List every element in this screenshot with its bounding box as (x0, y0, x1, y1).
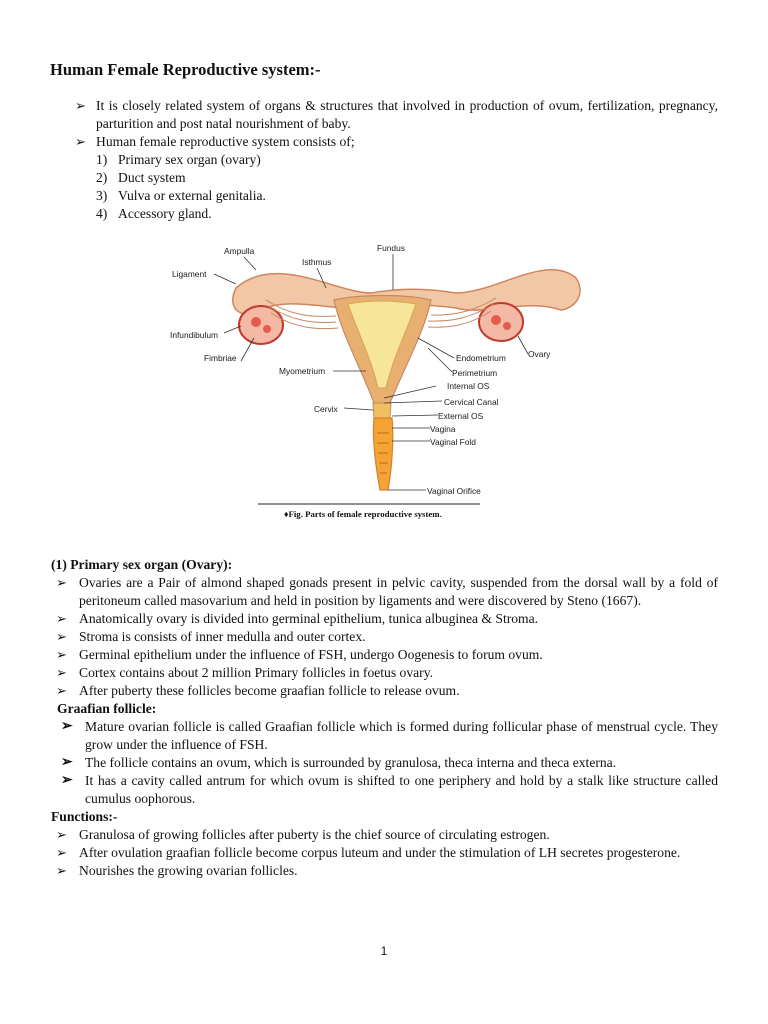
bullet-text: Granulosa of growing follicles after puberty is the chief source of circulating estrogen. (79, 827, 550, 842)
label-isthmus: Isthmus (302, 257, 332, 267)
label-myometrium: Myometrium (279, 366, 326, 376)
label-vagina: Vagina (430, 424, 456, 434)
bullet-text: After puberty these follicles become graafian follicle to release ovum. (79, 683, 460, 698)
intro-bullet (73, 133, 718, 151)
cervix-shape (373, 403, 391, 418)
bullet-text: Ovaries are a Pair of almond shaped gonads present in pelvic cavity, suspended from the dorsal wall by a fold of peritoneum called masovarium and held in position by ligaments and were discovered by Steno (1667). (79, 575, 718, 608)
label-fimbriae: Fimbriae (204, 353, 237, 363)
bullet-text: It has a cavity called antrum for which ovum is shifted to one periphery and hold by a stalk like structure called cumulus oophorous. (85, 773, 718, 806)
arrow-bullet-icon: ➢ (61, 773, 73, 788)
item-text: Vulva or external genitalia. (118, 188, 266, 203)
arrow-bullet-icon: ➢ (56, 665, 67, 680)
section-heading: (1) Primary sex organ (Ovary): (51, 557, 233, 572)
arrow-bullet-icon: ➢ (56, 827, 67, 842)
arrow-bullet-icon: ➢ (61, 719, 73, 734)
arrow-bullet-icon: ➢ (75, 134, 86, 149)
bullet-text: After ovulation graafian follicle become corpus luteum and under the stimulation of LH secretes progesterone. (79, 845, 681, 860)
graafian-bullet (51, 718, 718, 754)
reproductive-system-diagram (166, 238, 602, 522)
ovary-bullet (51, 682, 718, 700)
ovary-bullet (51, 664, 718, 682)
intro-section (73, 97, 718, 223)
label-vaginal-orifice: Vaginal Orifice (427, 486, 481, 496)
label-cervical-canal: Cervical Canal (444, 397, 499, 407)
graafian-bullet (51, 754, 718, 772)
numbered-item (73, 169, 718, 187)
label-fundus: Fundus (377, 243, 405, 253)
item-number: 4) (96, 206, 108, 221)
graafian-heading: Graafian follicle: (57, 701, 157, 716)
bullet-text: The follicle contains an ovum, which is surrounded by granulosa, theca interna and theca externa. (85, 755, 617, 770)
figure-caption: ♦Fig. Parts of female reproductive system. (284, 509, 442, 519)
numbered-item (73, 205, 718, 223)
label-ligament: Ligament (172, 269, 207, 279)
ovary-bullet (51, 628, 718, 646)
arrow-bullet-icon: ➢ (56, 863, 67, 878)
intro-bullet-text: Human female reproductive system consists of; (96, 134, 355, 149)
item-number: 2) (96, 170, 108, 185)
ovary-bullet (51, 610, 718, 628)
label-cervix: Cervix (314, 404, 338, 414)
bullet-text: Germinal epithelium under the influence of FSH, undergo Oogenesis to forum ovum. (79, 647, 543, 662)
label-external-os: External OS (438, 411, 484, 421)
arrow-bullet-icon: ➢ (61, 755, 73, 770)
intro-bullet-text: It is closely related system of organs & structures that involved in production of ovum, fertilization, pregnancy, parturition and post natal nourishment of baby. (96, 98, 718, 131)
bullet-text: Cortex contains about 2 million Primary follicles in foetus ovary. (79, 665, 434, 680)
graafian-list (51, 718, 718, 808)
ovary-section (51, 556, 718, 880)
bullet-text: Stroma is consists of inner medulla and outer cortex. (79, 629, 366, 644)
page-title: Human Female Reproductive system:- (50, 60, 321, 79)
ovary-bullet (51, 574, 718, 610)
item-number: 1) (96, 152, 108, 167)
bullet-text: Nourishes the growing ovarian follicles. (79, 863, 298, 878)
arrow-bullet-icon: ➢ (75, 98, 86, 113)
bullet-text: Anatomically ovary is divided into germinal epithelium, tunica albuginea & Stroma. (79, 611, 539, 626)
functions-bullet (51, 844, 718, 862)
reproductive-system-figure (166, 238, 602, 522)
numbered-item (73, 187, 718, 205)
arrow-bullet-icon: ➢ (56, 611, 67, 626)
arrow-bullet-icon: ➢ (56, 647, 67, 662)
numbered-item (73, 151, 718, 169)
arrow-bullet-icon: ➢ (56, 845, 67, 860)
arrow-bullet-icon: ➢ (56, 629, 67, 644)
functions-bullet (51, 862, 718, 880)
functions-bullet (51, 826, 718, 844)
item-number: 3) (96, 188, 108, 203)
functions-heading: Functions:- (51, 809, 118, 824)
graafian-bullet (51, 772, 718, 808)
vagina-shape (373, 418, 392, 490)
label-vaginal-fold: Vaginal Fold (430, 437, 476, 447)
item-text: Accessory gland. (118, 206, 212, 221)
label-ovary: Ovary (528, 349, 551, 359)
left-ovary-shape (239, 306, 283, 344)
label-endometrium: Endometrium (456, 353, 506, 363)
item-text: Duct system (118, 170, 186, 185)
label-infundibulum: Infundibulum (170, 330, 218, 340)
item-text: Primary sex organ (ovary) (118, 152, 261, 167)
ovary-bullet (51, 646, 718, 664)
label-perimetrium: Perimetrium (452, 368, 498, 378)
page-number: 1 (380, 944, 388, 958)
arrow-bullet-icon: ➢ (56, 683, 67, 698)
arrow-bullet-icon: ➢ (56, 575, 67, 590)
label-internal-os: Internal OS (447, 381, 490, 391)
intro-bullet (73, 97, 718, 133)
bullet-text: Mature ovarian follicle is called Graafian follicle which is formed during follicular phase of menstrual cycle. They grow under the influence of FSH. (85, 719, 718, 752)
label-ampulla: Ampulla (224, 246, 255, 256)
